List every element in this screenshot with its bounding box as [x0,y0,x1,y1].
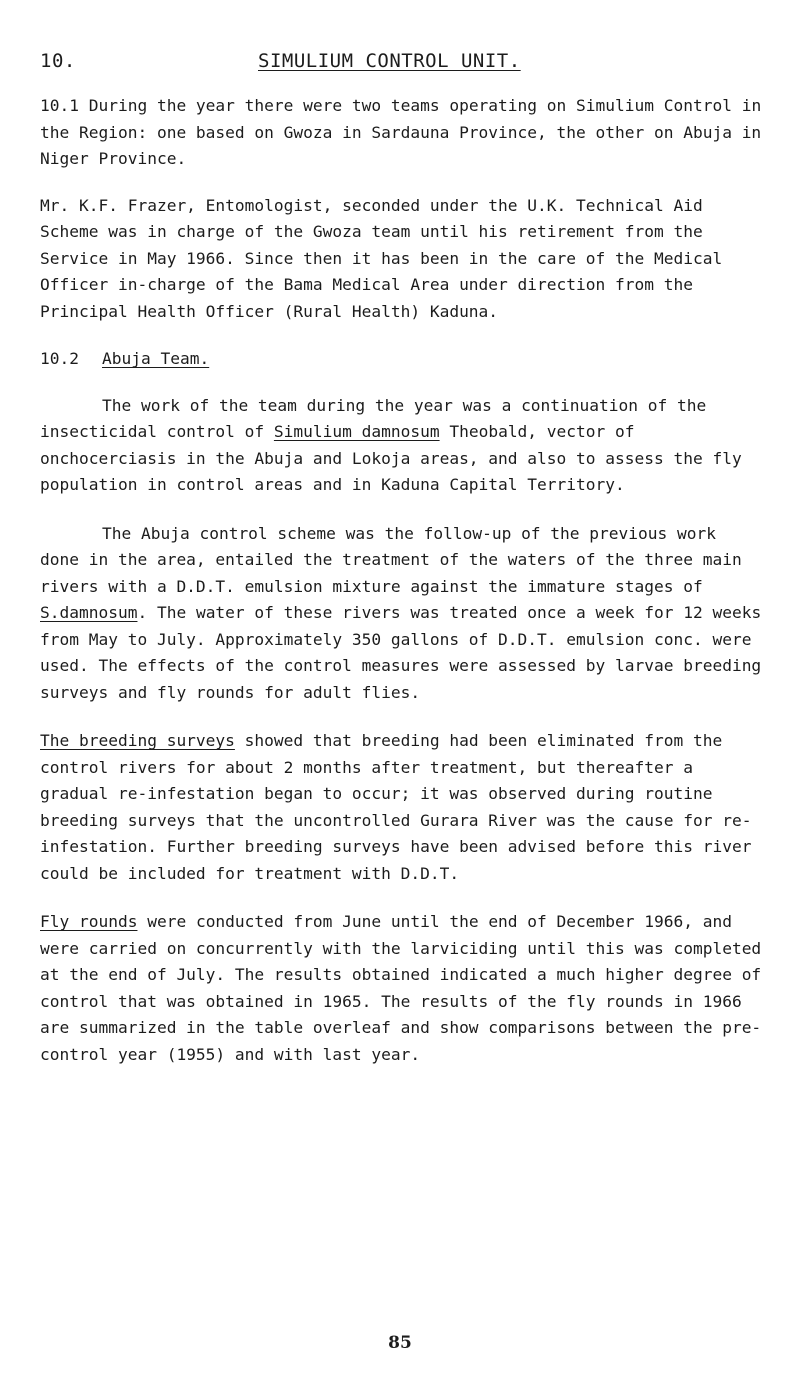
paragraph-lead: Fly rounds [40,912,138,931]
paragraph-number: 10.1 [40,96,79,115]
subsection-heading [40,346,764,373]
species-name: Simulium damnosum [273,422,440,441]
paragraph-lead: The breeding surveys [40,731,235,750]
paragraph-text: During the year there were two teams operating on Simulium Control in the Region: one based on Gwoza in Sardauna Province, the other on Abuja in Niger Province. [40,96,762,168]
section-number: 10. [40,50,76,72]
paragraph-10-1 [40,93,764,173]
section-title: SIMULIUM CONTROL UNIT. [258,50,521,72]
paragraph-text: Theobald, vector of onchocerciasis in the Abuja and Lokoja areas, and also to assess the fly population in control areas and in Kaduna Capital Territory. [40,422,742,494]
paragraph-fly-rounds [40,909,764,1068]
paragraph-text: Mr. K.F. Frazer, Entomologist, seconded under the U.K. Technical Aid Scheme was in charge of the Gwoza team until his retirement from the Service in May 1966. Since then it has been in the care of the Medical Officer in-charge of the Bama Medical Area under direction from the Principal Health Officer (Rural Health) Kaduna. [40,195,723,321]
species-name: S.damnosum [40,603,138,622]
paragraph-text: showed that breeding had been eliminated from the control rivers for about 2 months after treatment, but thereafter a gradual re-infestation began to occur; it was observed during routine breeding surveys that the uncontrolled Gurara River was the cause for re-infestation. Further breeding surveys have been advised before this river could be included for treatment with D.D.T. [40,731,752,883]
paragraph-text: The work of the team during the year was a continuation of the insecticidal control of [40,395,707,441]
paragraph-text: . The water of these rivers was treated once a week for 12 weeks from May to July. Approximately 350 gallons of D.D.T. emulsion conc. were used. The effects of the control measures were assessed by larvae breeding surveys and fly rounds for adult flies. [40,603,762,702]
page-number: 85 [388,1333,412,1353]
paragraph-breeding-surveys [40,728,764,887]
section-header [40,50,760,80]
subsection-number: 10.2 [40,349,79,368]
paragraph-text: The Abuja control scheme was the follow-up of the previous work done in the area, entailed the treatment of the waters of the three main rivers with a D.D.T. emulsion mixture against the immature stages of [40,523,742,596]
paragraph-text: were conducted from June until the end of December 1966, and were carried on concurrently with the larviciding until this was completed at the end of July. The results obtained indicated a much higher degree of control that was obtained in 1965. The results of the fly rounds in 1966 are summarized in the table overleaf and show comparisons between the pre-control year (1955) and with last year. [40,912,762,1064]
subsection-title: Abuja Team. [102,349,210,368]
paragraph-frazer [40,193,764,326]
paragraph-work-of-team [40,393,764,499]
body-text [40,93,764,1068]
paragraph-control-scheme [40,521,764,707]
